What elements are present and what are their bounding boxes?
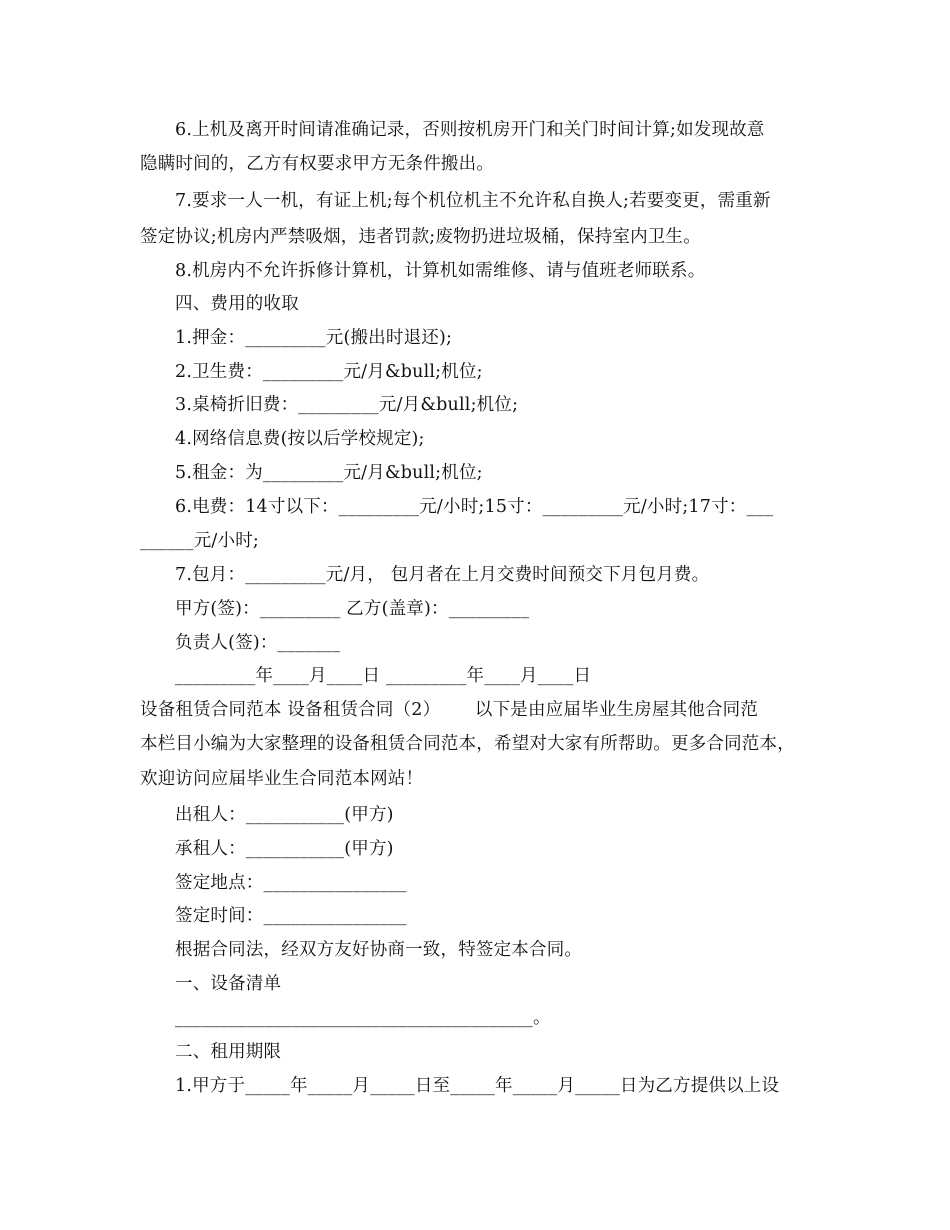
- signature-line: 负责人(签)：_______: [175, 633, 341, 653]
- fee-item: 1.押金：_________元(搬出时退还);: [175, 328, 453, 348]
- paragraph-line: 欢迎访问应届毕业生合同范本网站！: [140, 769, 424, 789]
- signature-line: 甲方(签)：_________ 乙方(盖章)：_________: [175, 599, 530, 619]
- date-line: _________年____月____日 _________年____月____日: [175, 666, 592, 686]
- fee-item-continued: ______元/小时;: [140, 531, 259, 551]
- fee-item: 3.桌椅折旧费：_________元/月&bull;机位;: [175, 395, 519, 415]
- paragraph-line: 设备租赁合同范本 设备租赁合同（2） 以下是由应届毕业生房屋其他合同范: [140, 700, 759, 720]
- party-line: 签定地点：________________: [175, 873, 407, 893]
- section-heading: 二、租用期限: [175, 1042, 282, 1062]
- paragraph-line: 隐瞒时间的，乙方有权要求甲方无条件搬出。: [140, 154, 494, 174]
- paragraph-line: 6.上机及离开时间请准确记录，否则按机房开门和关门时间计算;如发现故意: [175, 120, 765, 140]
- fee-item: 4.网络信息费(按以后学校规定);: [175, 429, 425, 449]
- paragraph-line: 本栏目小编为大家整理的设备租赁合同范本，希望对大家有所帮助。更多合同范本，: [140, 734, 795, 754]
- party-line: 签定时间：________________: [175, 906, 407, 926]
- paragraph-line: 8.机房内不允许拆修计算机，计算机如需维修、请与值班老师联系。: [175, 261, 706, 281]
- fee-item: 2.卫生费：_________元/月&bull;机位;: [175, 362, 483, 382]
- paragraph-line: 7.要求一人一机，有证上机;每个机位机主不允许私自换人;若要变更，需重新: [175, 191, 771, 211]
- party-line: 承租人：___________(甲方): [175, 839, 394, 859]
- party-line: 出租人：___________(甲方): [175, 805, 394, 825]
- fee-item: 5.租金：为_________元/月&bull;机位;: [175, 463, 483, 483]
- paragraph-line: 签定协议;机房内严禁吸烟，违者罚款;废物扔进垃圾桶，保持室内卫生。: [140, 227, 701, 247]
- fee-item: 6.电费：14寸以下：_________元/小时;15寸：_________元/小时;17寸：___: [175, 497, 774, 517]
- section-heading: 四、费用的收取: [175, 294, 299, 314]
- blank-line: ________________________________________。: [175, 1008, 551, 1028]
- fee-item: 7.包月：_________元/月， 包月者在上月交费时间预交下月包月费。: [175, 565, 710, 585]
- paragraph-line: 1.甲方于_____年_____月_____日至_____年_____月_____日为乙方提供以上设: [175, 1076, 780, 1096]
- paragraph-line: 根据合同法，经双方友好协商一致，特签定本合同。: [175, 940, 583, 960]
- section-heading: 一、设备清单: [175, 974, 282, 994]
